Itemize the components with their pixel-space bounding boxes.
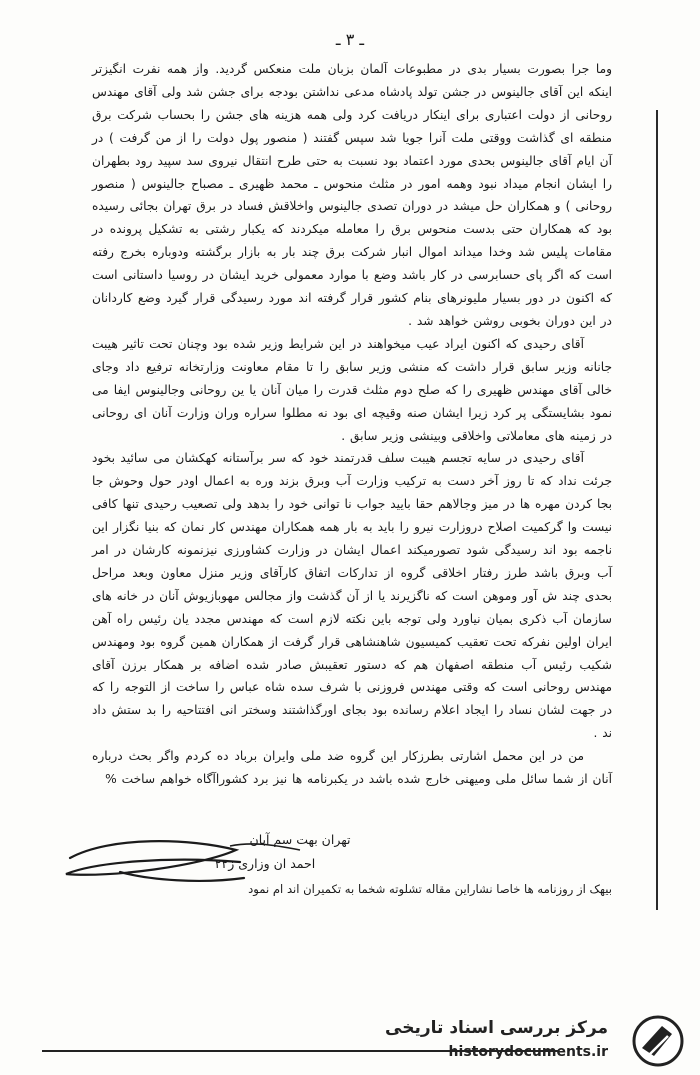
closing-signatory: احمد ان وزاری ز۲۲ <box>214 856 316 871</box>
page-number: ـ ۳ ـ <box>335 30 365 49</box>
paragraph-1: وما جرا بصورت بسیار بدی در مطبوعات آلمان بزبان ملت منعکس گردید. واز همه نفرت انگیزتر اینکه این آقای جالینوس در جشن تولد پادشاه مدعی نداشتن بودجه برای جشن شد ولی آقای مهندس روحانی از دولت اعتباری برای اینکار دریافت کرد ولی همه هزینه های جشن را بحساب شرکت برق منطقه ای گذاشت ووقتی ملت آنرا جویا شد سپس گفتند ( منصور پول دولت را از من گرفت ) در آن ایام آقای جالینوس بحدی مورد اعتماد بود نسبت به حتی طرح انتقال نیروی سد سپید رود بطهران را ایشان انجام میداد نبود وهمه امور در مثلث منحوس ـ محمد ظهیری ـ مصباح جالینوس ( منصور روحانی ) و همکاران حل میشد در دوران تصدی جالینوس واخلاقش فساد در برق تهران بجائی رسیده بود که همکاران حتی بدست منحوس برق را معامله میکردند که یکبار رشتی به تشکیل پرونده در مقامات پلیس شد وخدا میداند اموال انبار شرکت برق چند بار به بازار برگشته ودوباره بخرج رفته است که اگر پای حسابرسی در کار باشد وضع با موارد معمولی خرید ایشان در روسیا داستانی است که اکنون در دور بسیار ملیونرهای بنام کشور قرار گرفته اند مورد رسیدگی قرار گیرد وضع کاردانان در این دوران بخوبی روشن خواهد شد . <box>92 62 612 328</box>
paragraph-2: آقای رحیدی که اکنون ایراد عیب میخواهند در این شرایط وزیر شده بود وچنان تحت تاثیر هیبت جانانه وزیر سابق قرار داشت که منشی وزیر سابق را تا مقام معاونت وزارتخانه ترفیع داد وجای خالی آقای مهندس ظهیری را که صلح دوم مثلث قدرت را میان آنان یا ین روحانی وجالینوس ایفا می نمود بشایستگی پر کرد زیرا ایشان صنه وقیچه ای بود نه مطلوا سراره وران وزارت آنان ای روحانی در زمینه های معاملاتی واخلاقی وبینشی وزیر سابق . <box>92 336 612 443</box>
watermark-title: مرکز بررسی اسناد تاریخی <box>385 1018 608 1038</box>
paragraph-3: آقای رحیدی در سایه تجسم هیبت سلف قدرتمند خود که سر برآستانه کهکشان می سائید بخود جرئت نداد که تا روز آخر دست به ترکیب وزارت آب وبرق بزند وره به اعمال اودر حول وحوش جا بجا کردن مهره ها در میز وجالاهم حقا بایید جواب نا توانی خود را بدهد ولی تصعیب رحیدی تنها کافی نیست وا گرکمیت اصلاح دروزارت نیرو را باید به بار همه همکاران مهندس کار نمان که بنیا نگزار این ناجمه بود اند رسیدگی شود تصورمیکند اعمال ایشان در وزارت کشاورزی نیزنمونه کارشان در امر آب وبرق باشد طرز رفتار اخلاقی گروه از تداركات اتفاق کارآقای وزیر منزل معاون وبعد مراحل بحدی چند ش آور وموهن است که ناگزیرند یا از آن گذشت واز مجالس مهوبازیوش آنان در خانه های سازمان آب ذکری بمیان نیاورد ولی توجه باین نکته لازم است که مهندس مجدد یان رئیس راه آهن ایران اولین نفرکه تحت تعقیب کمیسیون شاهنشاهی قرار گرفت از همکاران همین گروه بود ومهندس شکیب رئیس آب منطقه اصفهان هم که دستور تعقیبش صادر شده اضافه بر همکار برزن آقای مهندس روحانی است که وقتی مهندس فروزنی با شرف سده شاه عباس را ساخت از التوجه را که در جهت لشان نساد را ایجاد اعلام رسانده بود بجای اورگذاشتند وسختر انی افتتاحیه را بد ستش داد ند . <box>92 451 612 741</box>
watermark-url: historydocuments.ir <box>448 1044 608 1060</box>
closing-city-date: تهران بهت سم آبان <box>249 832 351 847</box>
watermark-logo-icon <box>628 1014 686 1068</box>
paragraph-4: من در این محمل اشارتی بطرزکار این گروه ضد ملی وایران برباد ده کردم واگر بحث درباره آنان از شما سائل ملی ومیهنی خارج شده باشد در یکبرنامه ها نیز برد کشوراآگاه خواهم ساخت % <box>92 749 612 787</box>
footnote: بیهک از روزنامه ها خاصا نشاراین مقاله تشلوته شخما به تکمیران اند ام نمود <box>248 882 612 896</box>
